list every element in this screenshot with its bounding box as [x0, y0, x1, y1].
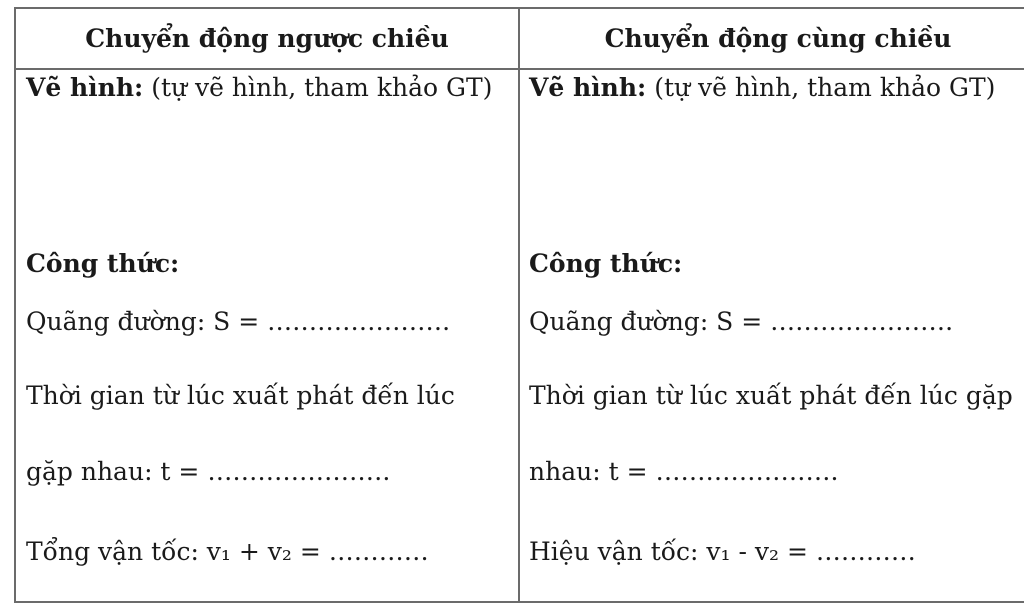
right-formula-label: Công thức:: [529, 249, 683, 278]
column-divider: [518, 9, 520, 601]
right-draw-line: [529, 73, 995, 103]
header-divider: [16, 68, 1024, 70]
left-draw-label: Vẽ hình:: [26, 73, 144, 102]
left-time-line2: gặp nhau: t = ………………….: [26, 457, 391, 486]
right-time-line2: nhau: t = ………………….: [529, 457, 839, 486]
left-speed-sum: Tổng vận tốc: v₁ + v₂ = …………: [26, 537, 429, 566]
right-time-line1: Thời gian từ lúc xuất phát đến lúc gặp: [529, 381, 1013, 410]
right-draw-label: Vẽ hình:: [529, 73, 647, 102]
left-draw-note: (tự vẽ hình, tham khảo GT): [143, 73, 493, 102]
left-distance: Quãng đường: S = ………………….: [26, 307, 451, 336]
right-distance: Quãng đường: S = ………………….: [529, 307, 954, 336]
header-same-direction: Chuyển động cùng chiều: [604, 24, 952, 53]
left-draw-line: [26, 73, 492, 103]
left-formula-label: Công thức:: [26, 249, 180, 278]
comparison-table: [14, 7, 1024, 603]
right-speed-diff: Hiệu vận tốc: v₁ - v₂ = …………: [529, 537, 916, 566]
right-draw-note: (tự vẽ hình, tham khảo GT): [646, 73, 996, 102]
left-time-line1: Thời gian từ lúc xuất phát đến lúc: [26, 381, 455, 410]
header-opposite-direction: Chuyển động ngược chiều: [85, 24, 449, 53]
